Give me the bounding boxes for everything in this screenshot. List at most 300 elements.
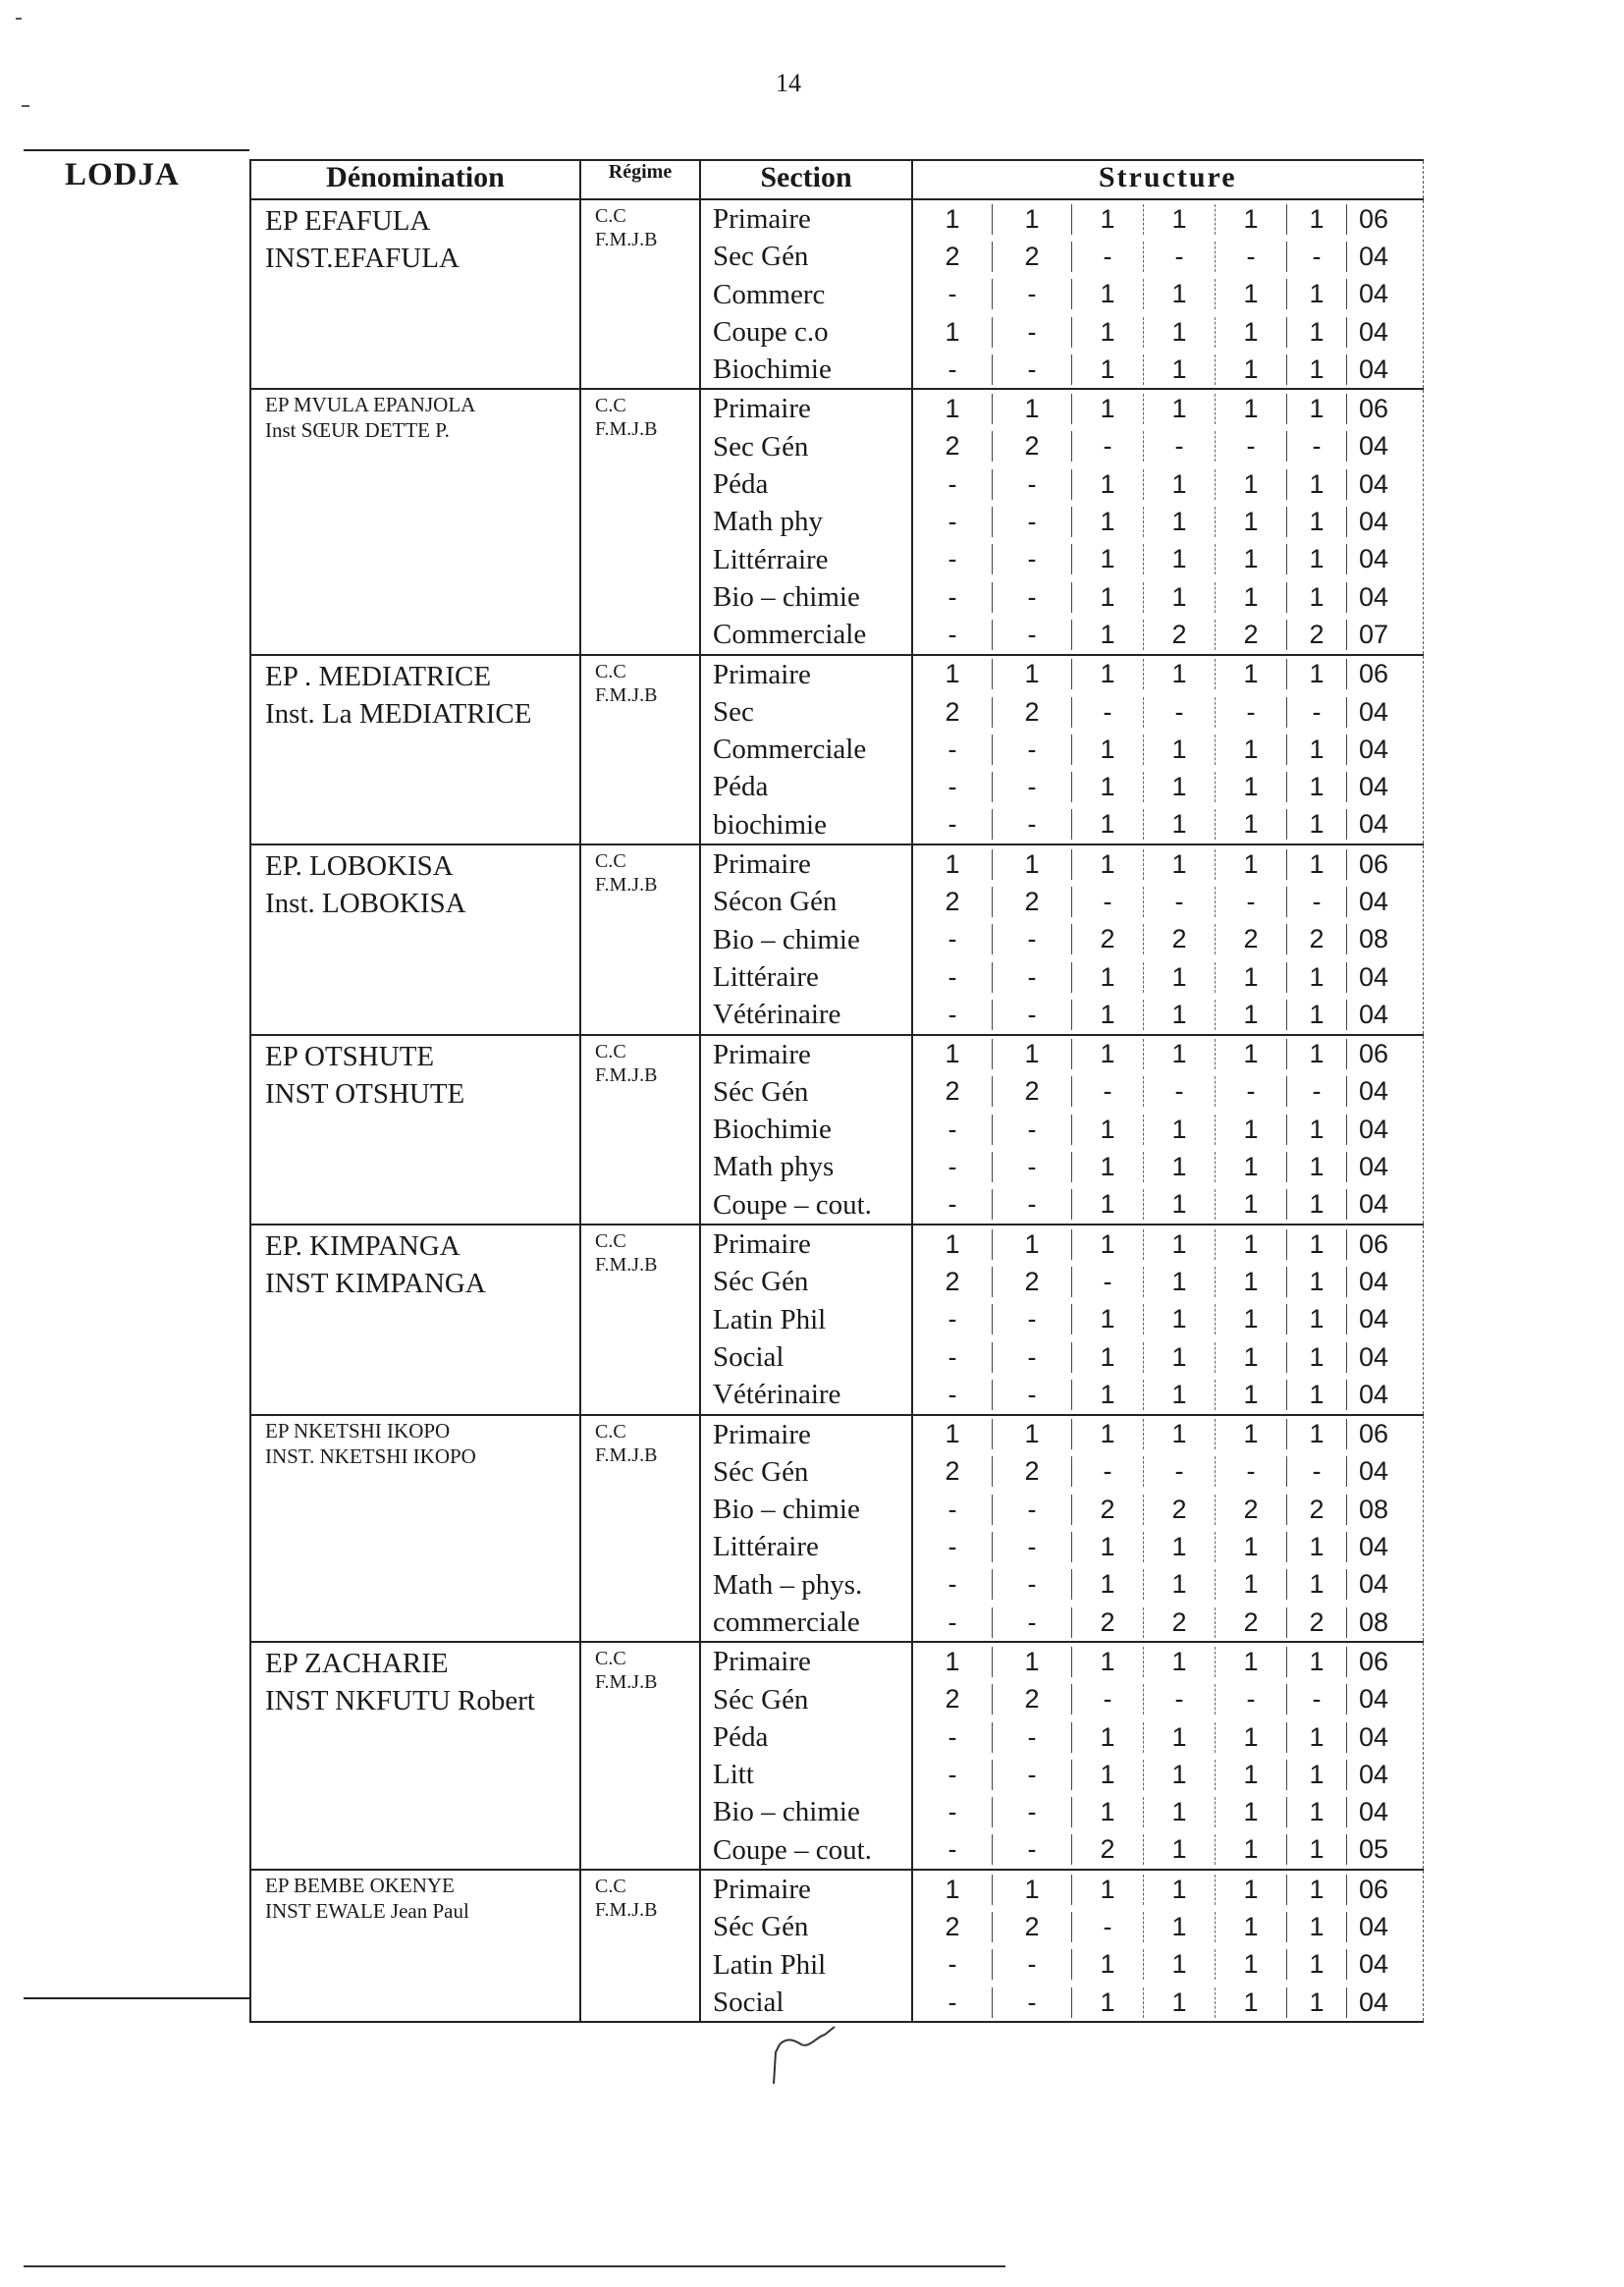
section-name: Sec Gén xyxy=(713,241,809,273)
structure-cell: - xyxy=(947,1987,957,2017)
structure-total: 04 xyxy=(1346,1722,1400,1753)
structure-row xyxy=(913,616,1423,653)
structure-cell: 1 xyxy=(1286,469,1346,500)
structure-cell: 1 xyxy=(1071,1988,1143,2018)
structure-cell: 1 xyxy=(1143,659,1215,689)
structure-cell: 2 xyxy=(1071,1495,1143,1525)
structure-cell: 1 xyxy=(1071,317,1143,348)
structure-row xyxy=(913,1186,1423,1224)
schools-table xyxy=(249,159,1424,2023)
structure-cell: - xyxy=(992,772,1071,802)
structure-cell: 1 xyxy=(1215,1949,1286,1980)
school-inst-name: INST.EFAFULA xyxy=(265,243,460,274)
structure-cell: - xyxy=(947,961,957,992)
structure-row xyxy=(913,656,1423,693)
structure-total: 04 xyxy=(1346,1569,1400,1600)
structure-cell: - xyxy=(947,999,957,1029)
structure-row xyxy=(913,921,1423,958)
structure-cell: 1 xyxy=(1143,1569,1215,1600)
structure-cell: 1 xyxy=(1286,1797,1346,1827)
structure-cell: 1 xyxy=(1071,849,1143,880)
header-structure: Structure xyxy=(912,160,1423,199)
structure-cell: - xyxy=(992,544,1071,574)
structure-cell: 1 xyxy=(1215,544,1286,574)
school-row xyxy=(250,1035,1423,1225)
structure-cell: 1 xyxy=(992,1647,1071,1677)
structure-row xyxy=(913,428,1423,465)
regime-management: F.M.J.B xyxy=(595,683,658,706)
school-ep-name: EP BEMBE OKENYE xyxy=(265,1874,455,1898)
structure-cell: - xyxy=(1071,242,1143,272)
structure-cell: 2 xyxy=(992,1267,1071,1297)
structure-cell: 2 xyxy=(1143,620,1215,650)
structure-cell: - xyxy=(992,317,1071,348)
structure-row xyxy=(913,1831,1423,1869)
structure-total: 05 xyxy=(1346,1834,1400,1865)
structure-cell: 1 xyxy=(1286,1834,1346,1865)
structure-cell: 1 xyxy=(1071,1647,1143,1677)
structure-cell: 1 xyxy=(1286,1647,1346,1677)
school-structure xyxy=(912,389,1423,654)
structure-row xyxy=(913,1453,1423,1491)
structure-cell: 1 xyxy=(945,659,960,689)
bottom-rule xyxy=(24,2265,1005,2267)
structure-cell: 1 xyxy=(1071,1115,1143,1145)
structure-cell: 1 xyxy=(1286,507,1346,537)
structure-total: 04 xyxy=(1346,431,1400,462)
structure-cell: - xyxy=(1071,1684,1143,1715)
structure-total: 06 xyxy=(1346,659,1400,689)
structure-cell: 1 xyxy=(1215,1797,1286,1827)
structure-cell: - xyxy=(1143,1684,1215,1715)
structure-cell: 1 xyxy=(1286,962,1346,993)
structure-cell: - xyxy=(947,734,957,764)
structure-cell: 1 xyxy=(1071,1569,1143,1600)
structure-cell: 1 xyxy=(1071,1419,1143,1449)
structure-total: 04 xyxy=(1346,1115,1400,1145)
section-name: Coupe – cout. xyxy=(713,1188,872,1221)
structure-cell: 2 xyxy=(992,887,1071,917)
regime-code: C.C xyxy=(595,1230,626,1253)
structure-cell: - xyxy=(992,279,1071,309)
structure-cell: - xyxy=(992,1380,1071,1410)
structure-cell: 1 xyxy=(1215,1912,1286,1942)
structure-total: 04 xyxy=(1346,1949,1400,1980)
structure-row xyxy=(913,1301,1423,1338)
structure-cell: - xyxy=(1143,1076,1215,1107)
structure-cell: 1 xyxy=(992,659,1071,689)
school-ep-name: EP OTSHUTE xyxy=(265,1040,435,1072)
section-name: Primaire xyxy=(713,393,811,425)
school-row xyxy=(250,1225,1423,1414)
structure-total: 04 xyxy=(1346,242,1400,272)
structure-cell: 1 xyxy=(1071,1229,1143,1260)
structure-cell: 2 xyxy=(992,1076,1071,1107)
structure-cell: 1 xyxy=(1143,1647,1215,1677)
structure-total: 04 xyxy=(1346,544,1400,574)
school-sections xyxy=(700,389,912,654)
structure-row xyxy=(913,1263,1423,1300)
structure-cell: 1 xyxy=(1286,1912,1346,1942)
structure-cell: 2 xyxy=(1215,620,1286,650)
structure-cell: 1 xyxy=(1286,354,1346,385)
structure-total: 04 xyxy=(1346,582,1400,613)
section-name: Vétérinaire xyxy=(713,999,841,1031)
region-column xyxy=(24,149,249,1999)
structure-cell: - xyxy=(1215,1684,1286,1715)
regime-code: C.C xyxy=(595,660,626,682)
structure-cell: - xyxy=(947,1949,957,1980)
structure-cell: 1 xyxy=(1143,772,1215,802)
school-row xyxy=(250,199,1423,389)
regime-code: C.C xyxy=(595,1420,626,1443)
structure-cell: 1 xyxy=(1143,735,1215,765)
structure-cell: 1 xyxy=(1215,1834,1286,1865)
structure-row xyxy=(913,693,1423,731)
section-name: Séc Gén xyxy=(713,1266,809,1298)
structure-cell: - xyxy=(947,507,957,537)
regime-code: C.C xyxy=(595,1040,626,1062)
structure-cell: 1 xyxy=(1286,1115,1346,1145)
section-name: Péda xyxy=(713,468,769,501)
section-name: Latin Phil xyxy=(713,1948,827,1981)
structure-cell: 1 xyxy=(1071,659,1143,689)
header-regime: Régime xyxy=(580,160,700,199)
structure-cell: 1 xyxy=(1071,1532,1143,1562)
structure-cell: 1 xyxy=(1215,469,1286,500)
structure-cell: 1 xyxy=(1215,1988,1286,2018)
school-sections xyxy=(700,1415,912,1643)
section-name: Math phy xyxy=(713,506,823,538)
regime-code: C.C xyxy=(595,850,626,873)
structure-cell: - xyxy=(1215,1456,1286,1487)
school-regime xyxy=(580,844,700,1034)
section-name: Primaire xyxy=(713,1228,811,1261)
structure-cell: 2 xyxy=(1286,1495,1346,1525)
structure-cell: 1 xyxy=(1215,1569,1286,1600)
school-inst-name: INST NKFUTU Robert xyxy=(265,1685,535,1717)
structure-cell: 1 xyxy=(1071,735,1143,765)
section-name: Primaire xyxy=(713,1418,811,1450)
structure-cell: 1 xyxy=(1143,1000,1215,1030)
structure-cell: 1 xyxy=(1071,1342,1143,1373)
structure-cell: 1 xyxy=(1286,1189,1346,1220)
regime-management: F.M.J.B xyxy=(595,1899,658,1922)
structure-row xyxy=(913,1491,1423,1528)
structure-cell: 1 xyxy=(1215,394,1286,424)
structure-cell: - xyxy=(1071,431,1143,462)
structure-cell: 2 xyxy=(1143,1607,1215,1638)
structure-cell: - xyxy=(947,1341,957,1372)
structure-cell: 1 xyxy=(1215,1647,1286,1677)
structure-cell: 1 xyxy=(1215,1189,1286,1220)
structure-cell: 1 xyxy=(1215,809,1286,840)
structure-cell: - xyxy=(1286,1684,1346,1715)
structure-cell: 1 xyxy=(992,1419,1071,1449)
structure-cell: 1 xyxy=(1215,1875,1286,1905)
structure-cell: - xyxy=(1286,242,1346,272)
structure-cell: 1 xyxy=(945,1039,960,1069)
structure-cell: - xyxy=(1143,887,1215,917)
structure-total: 04 xyxy=(1346,1267,1400,1297)
structure-cell: 2 xyxy=(1071,924,1143,954)
structure-cell: 1 xyxy=(992,204,1071,235)
structure-cell: 1 xyxy=(992,1229,1071,1260)
structure-cell: - xyxy=(947,468,957,499)
section-name: Commerciale xyxy=(713,734,867,766)
school-denomination xyxy=(250,655,580,844)
structure-cell: 1 xyxy=(992,849,1071,880)
structure-cell: - xyxy=(947,1379,957,1409)
structure-row xyxy=(913,1148,1423,1185)
structure-row xyxy=(913,1756,1423,1793)
section-name: Math phys xyxy=(713,1151,835,1183)
structure-total: 04 xyxy=(1346,735,1400,765)
structure-cell: 1 xyxy=(1071,1039,1143,1069)
structure-row xyxy=(913,465,1423,503)
structure-row xyxy=(913,1073,1423,1111)
structure-cell: 1 xyxy=(1286,1419,1346,1449)
structure-cell: 1 xyxy=(1143,317,1215,348)
structure-cell: 1 xyxy=(1286,1267,1346,1297)
region-name: LODJA xyxy=(65,157,180,192)
section-name: Primaire xyxy=(713,848,811,881)
school-inst-name: Inst SŒUR DETTE P. xyxy=(265,418,450,443)
structure-cell: - xyxy=(992,1342,1071,1373)
structure-cell: - xyxy=(947,1759,957,1789)
school-structure xyxy=(912,199,1423,389)
structure-cell: - xyxy=(1071,1912,1143,1942)
structure-cell: - xyxy=(947,1797,957,1827)
structure-row xyxy=(913,1946,1423,1984)
section-name: Littéraire xyxy=(713,1531,819,1563)
structure-cell: 2 xyxy=(1286,620,1346,650)
school-row xyxy=(250,1642,1423,1870)
section-name: Litt xyxy=(713,1759,754,1791)
structure-cell: - xyxy=(947,1152,957,1182)
school-structure xyxy=(912,1225,1423,1414)
school-regime xyxy=(580,1035,700,1225)
structure-cell: - xyxy=(1286,1456,1346,1487)
structure-cell: - xyxy=(992,620,1071,650)
school-denomination xyxy=(250,1225,580,1414)
structure-cell: 1 xyxy=(1286,772,1346,802)
structure-cell: 1 xyxy=(1215,772,1286,802)
section-name: Sécon Gén xyxy=(713,886,838,918)
structure-cell: 1 xyxy=(1215,507,1286,537)
school-structure xyxy=(912,1642,1423,1870)
structure-row xyxy=(913,806,1423,844)
structure-cell: 1 xyxy=(1143,1115,1215,1145)
structure-total: 07 xyxy=(1346,620,1400,650)
structure-cell: 2 xyxy=(945,886,960,916)
structure-cell: 2 xyxy=(945,431,960,462)
structure-cell: 2 xyxy=(1215,924,1286,954)
structure-cell: 1 xyxy=(1071,962,1143,993)
school-ep-name: EP NKETSHI IKOPO xyxy=(265,1418,451,1443)
structure-cell: 1 xyxy=(1071,1189,1143,1220)
structure-cell: 1 xyxy=(945,1228,960,1259)
structure-total: 04 xyxy=(1346,1304,1400,1334)
structure-cell: 1 xyxy=(1215,1304,1286,1334)
structure-total: 04 xyxy=(1346,317,1400,348)
structure-cell: 2 xyxy=(1143,1495,1215,1525)
structure-cell: - xyxy=(1215,242,1286,272)
structure-cell: 1 xyxy=(992,1875,1071,1905)
structure-cell: - xyxy=(1215,431,1286,462)
regime-code: C.C xyxy=(595,1876,626,1898)
structure-cell: 1 xyxy=(1215,1722,1286,1753)
structure-row xyxy=(913,1681,1423,1718)
school-ep-name: EP MVULA EPANJOLA xyxy=(265,393,476,417)
structure-cell: 1 xyxy=(1143,1875,1215,1905)
structure-cell: 2 xyxy=(992,242,1071,272)
school-sections xyxy=(700,1642,912,1870)
structure-cell: - xyxy=(992,354,1071,385)
structure-cell: 1 xyxy=(1286,1380,1346,1410)
structure-row xyxy=(913,1871,1423,1908)
structure-total: 04 xyxy=(1346,1684,1400,1715)
structure-cell: 1 xyxy=(1143,1267,1215,1297)
signature-mark xyxy=(766,2023,874,2092)
structure-cell: - xyxy=(947,1569,957,1600)
school-ep-name: EP ZACHARIE xyxy=(265,1648,449,1680)
structure-cell: - xyxy=(1215,1076,1286,1107)
structure-total: 04 xyxy=(1346,1076,1400,1107)
structure-cell: 1 xyxy=(1071,544,1143,574)
structure-cell: 1 xyxy=(1071,1152,1143,1182)
structure-cell: - xyxy=(992,1152,1071,1182)
structure-row xyxy=(913,351,1423,388)
structure-cell: 2 xyxy=(1286,924,1346,954)
section-name: Primaire xyxy=(713,203,811,235)
section-name: Séc Gén xyxy=(713,1911,809,1943)
section-name: Primaire xyxy=(713,1646,811,1678)
school-structure xyxy=(912,655,1423,844)
section-name: Séc Gén xyxy=(713,1683,809,1715)
structure-cell: - xyxy=(1071,1076,1143,1107)
structure-cell: 1 xyxy=(1215,659,1286,689)
structure-cell: 1 xyxy=(1071,1304,1143,1334)
structure-row xyxy=(913,958,1423,996)
structure-total: 06 xyxy=(1346,204,1400,235)
structure-cell: 2 xyxy=(945,1266,960,1296)
structure-cell: 1 xyxy=(1286,1875,1346,1905)
structure-cell: 1 xyxy=(1143,582,1215,613)
structure-row xyxy=(913,238,1423,275)
signature xyxy=(766,2023,874,2096)
structure-cell: 1 xyxy=(1215,1152,1286,1182)
structure-total: 04 xyxy=(1346,1760,1400,1790)
structure-cell: - xyxy=(992,469,1071,500)
structure-cell: 1 xyxy=(1143,1912,1215,1942)
structure-cell: - xyxy=(992,507,1071,537)
structure-cell: - xyxy=(1215,697,1286,728)
structure-row xyxy=(913,1793,1423,1830)
structure-cell: 1 xyxy=(1071,1949,1143,1980)
school-ep-name: EP . MEDIATRICE xyxy=(265,660,492,692)
structure-cell: 1 xyxy=(1143,1189,1215,1220)
regime-management: F.M.J.B xyxy=(595,874,658,897)
structure-cell: 2 xyxy=(992,1912,1071,1942)
school-inst-name: INST KIMPANGA xyxy=(265,1268,486,1300)
structure-cell: 1 xyxy=(1143,1380,1215,1410)
structure-total: 04 xyxy=(1346,1456,1400,1487)
structure-cell: 1 xyxy=(1215,1115,1286,1145)
structure-cell: 1 xyxy=(945,203,960,234)
structure-cell: 1 xyxy=(1286,1988,1346,2018)
school-row xyxy=(250,1870,1423,2022)
structure-row xyxy=(913,1416,1423,1453)
section-name: Social xyxy=(713,1340,785,1373)
structure-cell: 1 xyxy=(1215,1000,1286,1030)
structure-cell: 1 xyxy=(1286,1532,1346,1562)
structure-cell: 1 xyxy=(1071,772,1143,802)
structure-cell: - xyxy=(1143,1456,1215,1487)
school-row xyxy=(250,389,1423,654)
structure-row xyxy=(913,578,1423,616)
structure-cell: - xyxy=(992,1569,1071,1600)
structure-row xyxy=(913,1643,1423,1680)
structure-cell: 1 xyxy=(1286,1949,1346,1980)
structure-cell: 1 xyxy=(1071,582,1143,613)
structure-cell: - xyxy=(992,582,1071,613)
school-sections xyxy=(700,844,912,1034)
structure-total: 06 xyxy=(1346,1039,1400,1069)
structure-total: 04 xyxy=(1346,469,1400,500)
structure-cell: 2 xyxy=(992,1684,1071,1715)
structure-cell: 1 xyxy=(992,1039,1071,1069)
structure-cell: - xyxy=(947,354,957,384)
structure-cell: 1 xyxy=(1143,1949,1215,1980)
structure-cell: 1 xyxy=(1286,1000,1346,1030)
structure-cell: 1 xyxy=(1143,204,1215,235)
structure-total: 04 xyxy=(1346,1532,1400,1562)
structure-cell: 1 xyxy=(1143,1229,1215,1260)
section-name: Latin Phil xyxy=(713,1303,827,1335)
structure-total: 06 xyxy=(1346,1647,1400,1677)
structure-cell: - xyxy=(992,1607,1071,1638)
school-denomination xyxy=(250,1035,580,1225)
school-sections xyxy=(700,1870,912,2022)
structure-row xyxy=(913,731,1423,768)
structure-cell: - xyxy=(992,924,1071,954)
structure-cell: 1 xyxy=(945,316,960,347)
structure-cell: - xyxy=(1286,697,1346,728)
regime-management: F.M.J.B xyxy=(595,418,658,441)
school-row xyxy=(250,655,1423,844)
structure-cell: 2 xyxy=(945,1456,960,1487)
school-inst-name: INST OTSHUTE xyxy=(265,1077,465,1110)
school-structure xyxy=(912,1870,1423,2022)
regime-management: F.M.J.B xyxy=(595,1443,658,1466)
schools-body xyxy=(250,199,1423,2022)
structure-row xyxy=(913,996,1423,1033)
school-inst-name: INST. NKETSHI IKOPO xyxy=(265,1443,476,1468)
structure-cell: 1 xyxy=(1215,1267,1286,1297)
structure-cell: 1 xyxy=(1286,809,1346,840)
section-name: Coupe – cout. xyxy=(713,1833,872,1866)
structure-cell: 1 xyxy=(1143,1760,1215,1790)
structure-cell: 1 xyxy=(1071,279,1143,309)
school-ep-name: EP. KIMPANGA xyxy=(265,1230,460,1263)
structure-cell: - xyxy=(992,1495,1071,1525)
structure-cell: - xyxy=(947,581,957,612)
section-name: Littéraire xyxy=(713,960,819,993)
structure-cell: 1 xyxy=(945,1419,960,1449)
structure-total: 08 xyxy=(1346,1607,1400,1638)
structure-cell: 2 xyxy=(945,1912,960,1941)
